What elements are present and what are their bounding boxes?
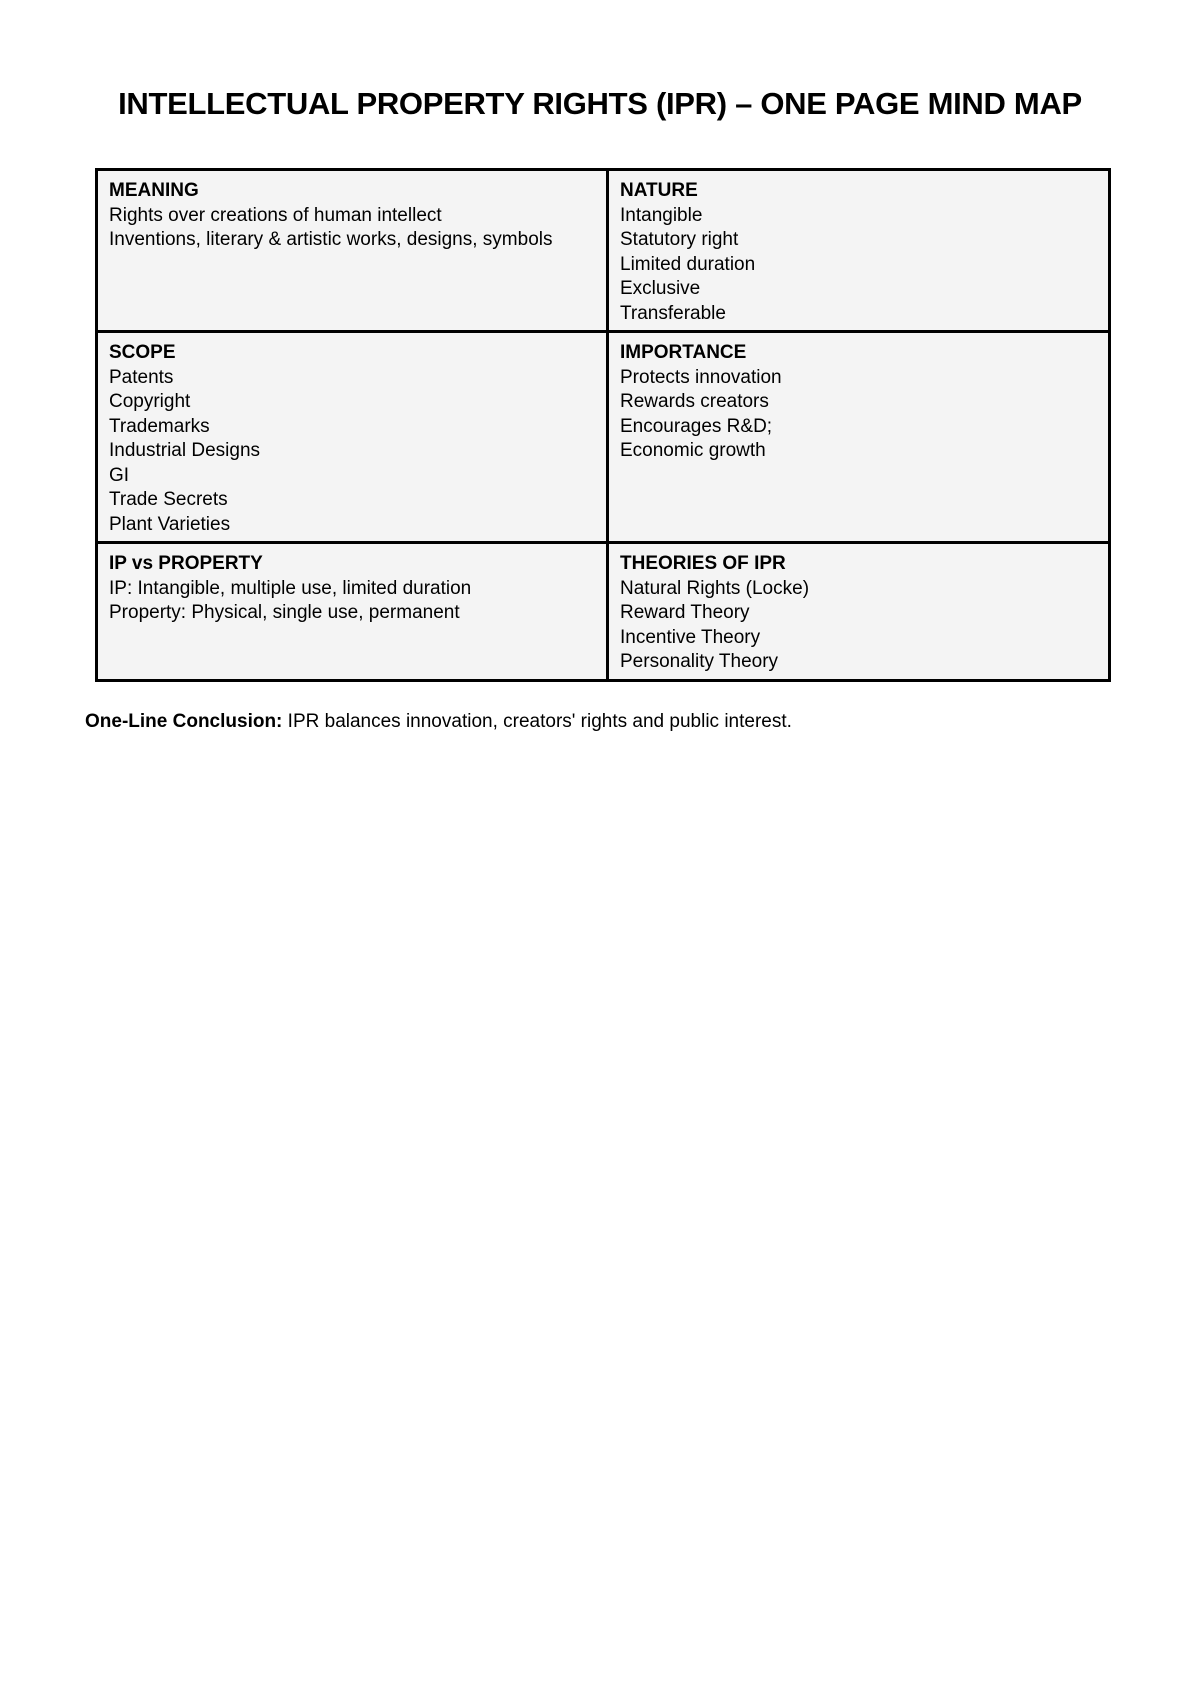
grid-row xyxy=(97,543,1110,681)
ip-vs-property-line: IP: Intangible, multiple use, limited duration xyxy=(109,577,472,599)
theories-heading: THEORIES OF IPR xyxy=(620,553,786,574)
ip-vs-property-cell xyxy=(97,543,608,681)
nature-line: Statutory right xyxy=(620,229,739,250)
scope-heading: SCOPE xyxy=(109,342,176,363)
theories-cell xyxy=(608,543,1110,681)
theories-line: Reward Theory xyxy=(620,602,750,623)
nature-heading: NATURE xyxy=(620,180,698,201)
page-title: INTELLECTUAL PROPERTY RIGHTS (IPR) – ONE PAGE MIND MAP xyxy=(118,86,1082,121)
nature-line: Limited duration xyxy=(620,253,756,275)
importance-line: Encourages R&D; xyxy=(620,415,773,437)
scope-line: GI xyxy=(109,464,130,486)
nature-cell xyxy=(608,170,1110,332)
conclusion xyxy=(85,711,792,733)
meaning-line: Rights over creations of human intellect xyxy=(109,204,442,226)
importance-heading: IMPORTANCE xyxy=(620,342,747,363)
scope-line: Patents xyxy=(109,366,174,388)
nature-line: Exclusive xyxy=(620,278,701,299)
importance-cell xyxy=(608,332,1110,543)
conclusion-text: IPR balances innovation, creators' rights and public interest. xyxy=(282,711,792,732)
scope-cell xyxy=(97,332,608,543)
scope-line: Industrial Designs xyxy=(109,440,261,461)
meaning-cell xyxy=(97,170,608,332)
conclusion-label: One-Line Conclusion: xyxy=(85,711,283,732)
nature-line: Transferable xyxy=(620,302,726,324)
scope-line: Plant Varieties xyxy=(109,513,231,535)
scope-line: Trademarks xyxy=(109,415,210,437)
ip-vs-property-heading: IP vs PROPERTY xyxy=(109,553,263,574)
ip-vs-property-line: Property: Physical, single use, permanent xyxy=(109,602,460,623)
grid-row xyxy=(97,332,1110,543)
scope-line: Copyright xyxy=(109,391,191,412)
meaning-line: Inventions, literary & artistic works, designs, symbols xyxy=(109,229,553,250)
mind-map-grid xyxy=(95,168,1111,682)
importance-line: Rewards creators xyxy=(620,391,769,412)
nature-line: Intangible xyxy=(620,204,703,226)
importance-line: Protects innovation xyxy=(620,366,782,388)
theories-line: Natural Rights (Locke) xyxy=(620,577,810,599)
theories-line: Incentive Theory xyxy=(620,626,761,648)
grid-row xyxy=(97,170,1110,332)
theories-line: Personality Theory xyxy=(620,651,779,672)
importance-line: Economic growth xyxy=(620,440,766,461)
scope-line: Trade Secrets xyxy=(109,489,228,510)
meaning-heading: MEANING xyxy=(109,180,199,201)
